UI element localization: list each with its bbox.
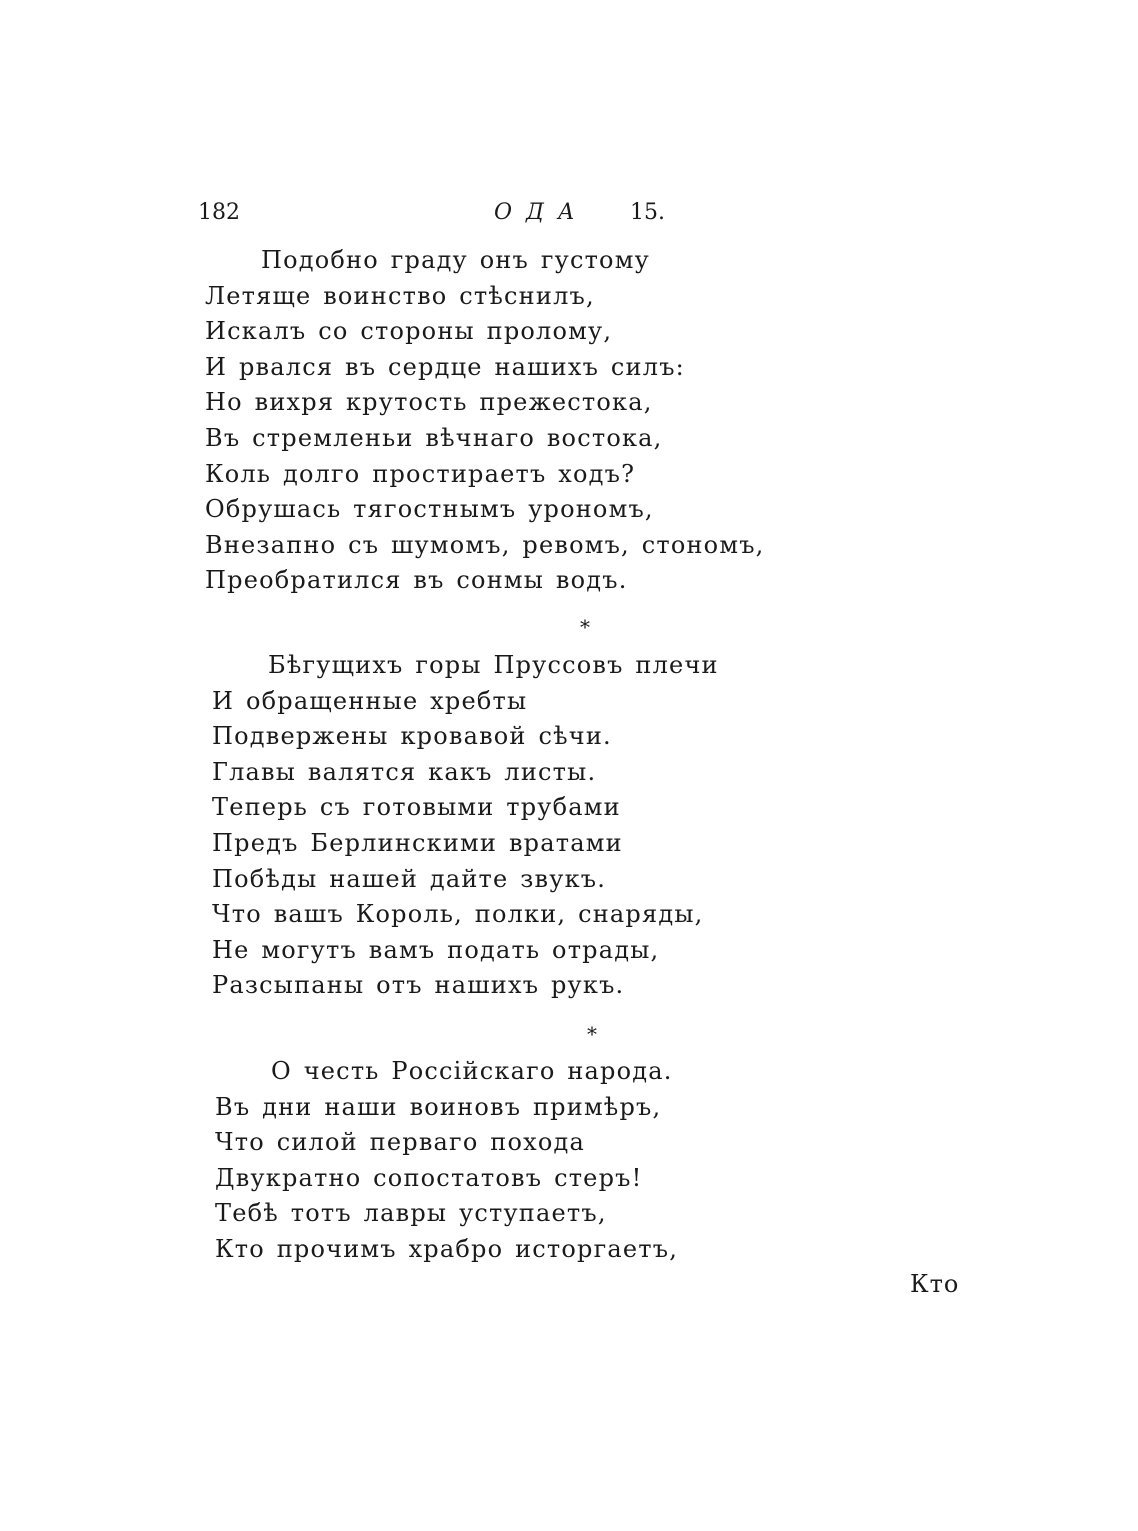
stanza-separator-ornament: * xyxy=(587,1022,597,1046)
verse-line: Главы валятся какъ листы. xyxy=(212,757,597,786)
verse-line: Но вихря крутость прежестока, xyxy=(205,388,653,417)
stanza-1 xyxy=(205,243,765,599)
verse-line: Подвержены кровавой сѣчи. xyxy=(212,722,612,751)
verse-line: И обращенные хребты xyxy=(212,686,528,715)
verse-line: Коль долго простираетъ ходъ? xyxy=(205,459,636,488)
verse-line: Въ стремленьи вѣчнаго востока, xyxy=(205,423,663,452)
running-title: ОДА xyxy=(494,200,589,225)
verse-line: Предъ Берлинскими вратами xyxy=(212,828,623,857)
verse-line: Преобратился въ сонмы водъ. xyxy=(205,566,628,595)
verse-line: Подобно граду онъ густому xyxy=(261,246,650,274)
page-number: 182 xyxy=(198,200,240,225)
verse-line: Въ дни наши воиновъ примѣръ, xyxy=(215,1092,662,1121)
verse-line: Обрушась тягостнымъ урономъ, xyxy=(205,495,654,524)
verse-line: Тебѣ тотъ лавры уступаетъ, xyxy=(215,1199,607,1228)
stanza-separator-ornament: * xyxy=(580,615,590,639)
verse-line: Теперь съ готовыми трубами xyxy=(212,793,621,822)
verse-line: Летяще воинство стѣснилъ, xyxy=(205,281,595,310)
stanza-2 xyxy=(212,648,772,1004)
verse-line: Разсыпаны отъ нашихъ рукъ. xyxy=(212,971,625,1000)
stanza-3 xyxy=(215,1054,775,1268)
verse-line: Искалъ со стороны пролому, xyxy=(205,317,613,346)
verse-line: Побѣды нашей дайте звукъ. xyxy=(212,864,607,893)
verse-line: Двукратно сопостатовъ стеръ! xyxy=(215,1163,643,1192)
ode-number: 15. xyxy=(630,200,665,225)
page-header xyxy=(198,200,668,236)
verse-line: Кто прочимъ храбро исторгаетъ, xyxy=(215,1234,679,1263)
verse-line: Бѣгущихъ горы Пруссовъ плечи xyxy=(268,651,719,679)
verse-line: И рвался въ сердце нашихъ силъ: xyxy=(205,352,685,381)
verse-line: Внезапно съ шумомъ, ревомъ, стономъ, xyxy=(205,530,765,559)
verse-line: Что силой перваго похода xyxy=(215,1128,586,1157)
verse-line: О честь Россійскаго народа. xyxy=(271,1057,673,1085)
verse-line: Не могутъ вамъ подать отрады, xyxy=(212,935,660,964)
verse-line: Что вашъ Король, полки, снаряды, xyxy=(212,900,704,929)
catchword: Кто xyxy=(910,1270,960,1298)
